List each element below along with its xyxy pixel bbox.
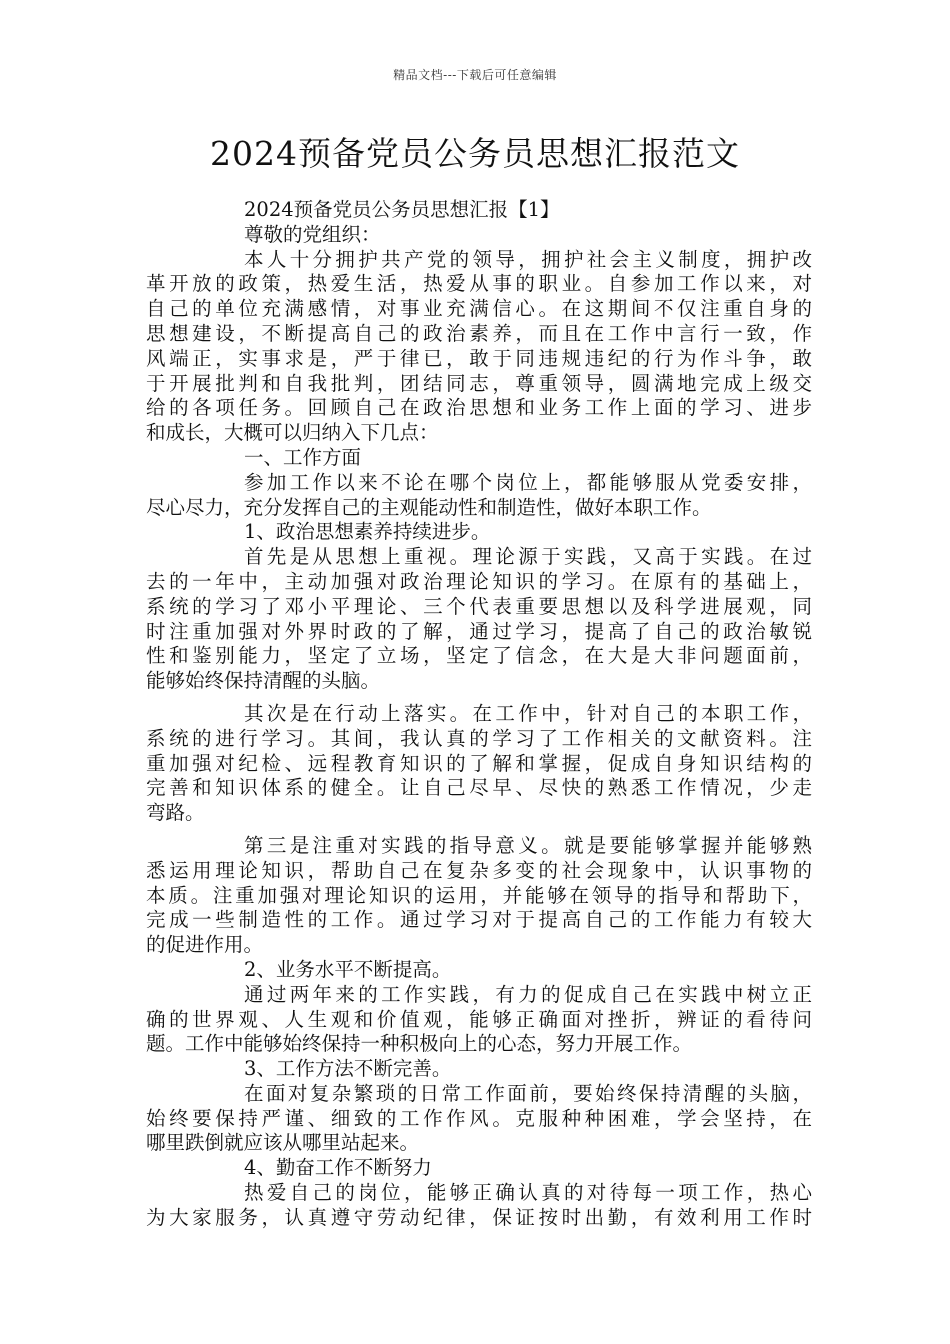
- text-line: 时注重加强对外界时政的了解，通过学习，提高了自己的政治敏锐: [146, 619, 812, 643]
- text-line: 本人十分拥护共产党的领导，拥护社会主义制度，拥护改: [244, 247, 812, 271]
- text-line: 的促进作用。: [146, 933, 264, 957]
- text-line: 一、工作方面: [244, 445, 362, 469]
- text-line: 和成长，大概可以归纳入下几点：: [146, 421, 439, 445]
- text-line: 确的世界观、人生观和价值观，能够正确面对挫折，辨证的看待问: [146, 1007, 812, 1031]
- text-line: 革开放的政策，热爱生活，热爱从事的职业。自参加工作以来，对: [146, 272, 812, 296]
- text-line: 重加强对纪检、远程教育知识的了解和掌握，促成自身知识结构的: [146, 751, 812, 775]
- paragraph-gap: [146, 694, 812, 702]
- text-line: 3、工作方法不断完善。: [244, 1057, 452, 1081]
- text-line: 尽心尽力，充分发挥自己的主观能动性和制造性，做好本职工作。: [146, 495, 712, 519]
- text-line: 参加工作以来不论在哪个岗位上，都能够服从党委安排，: [244, 470, 812, 494]
- text-line: 2、业务水平不断提高。: [244, 957, 452, 981]
- text-line: 题。工作中能够始终保持一种积极向上的心态，努力开展工作。: [146, 1032, 693, 1056]
- text-line: 首先是从思想上重视。理论源于实践，又高于实践。在过: [244, 545, 812, 569]
- text-line: 在面对复杂繁琐的日常工作面前，要始终保持清醒的头脑，: [244, 1081, 812, 1105]
- text-line: 给的各项任务。回顾自己在政治思想和业务工作上面的学习、进步: [146, 396, 812, 420]
- text-line: 1、政治思想素养持续进步。: [244, 520, 491, 544]
- text-line: 于开展批判和自我批判，团结同志，尊重领导，圆满地完成上级交: [146, 371, 812, 395]
- text-line: 风端正，实事求是，严于律已，敢于同违规违纪的行为作斗争，敢: [146, 346, 812, 370]
- text-line: 能够始终保持清醒的头脑。: [146, 669, 381, 693]
- document-body: [146, 198, 812, 1231]
- text-line: 思想建设，不断提高自己的政治素养，而且在工作中言行一致，作: [146, 321, 812, 345]
- text-line: 2024预备党员公务员思想汇报【1】: [244, 198, 560, 221]
- text-line: 自己的单位充满感情，对事业充满信心。在这期间不仅注重自身的: [146, 297, 812, 321]
- text-line: 完成一些制造性的工作。通过学习对于提高自己的工作能力有较大: [146, 908, 812, 932]
- page-header: 精品文档---下载后可任意编辑: [393, 68, 557, 82]
- text-line: 为大家服务，认真遵守劳动纪律，保证按时出勤，有效利用工作时: [146, 1205, 812, 1229]
- text-line: 性和鉴别能力，坚定了立场，坚定了信念，在大是大非问题面前，: [146, 644, 812, 668]
- text-line: 弯路。: [146, 801, 205, 825]
- text-line: 4、勤奋工作不断努力: [244, 1156, 432, 1180]
- text-line: 热爱自己的岗位，能够正确认真的对待每一项工作，热心: [244, 1181, 812, 1205]
- text-line: 悉运用理论知识，帮助自己在复杂多变的社会现象中，认识事物的: [146, 858, 812, 882]
- document-title: 2024预备党员公务员思想汇报范文: [210, 134, 740, 173]
- text-line: 第三是注重对实践的指导意义。就是要能够掌握并能够熟: [244, 833, 812, 857]
- text-line: 哪里跌倒就应该从哪里站起来。: [146, 1131, 420, 1155]
- text-line: 尊敬的党组织：: [244, 222, 381, 246]
- text-line: 系统的进行学习。其间，我认真的学习了工作相关的文献资料。注: [146, 726, 812, 750]
- text-line: 系统的学习了邓小平理论、三个代表重要思想以及科学进展观，同: [146, 594, 812, 618]
- text-line: 始终要保持严谨、细致的工作作风。克服种种困难，学会坚持，在: [146, 1106, 812, 1130]
- text-line: 通过两年来的工作实践，有力的促成自己在实践中树立正: [244, 982, 812, 1006]
- text-line: 去的一年中，主动加强对政治理论知识的学习。在原有的基础上，: [146, 569, 812, 593]
- text-line: 本质。注重加强对理论知识的运用，并能够在领导的指导和帮助下，: [146, 883, 812, 907]
- text-line: 其次是在行动上落实。在工作中，针对自己的本职工作，: [244, 701, 812, 725]
- text-line: 完善和知识体系的健全。让自己尽早、尽快的熟悉工作情况，少走: [146, 776, 812, 800]
- paragraph-gap: [146, 826, 812, 834]
